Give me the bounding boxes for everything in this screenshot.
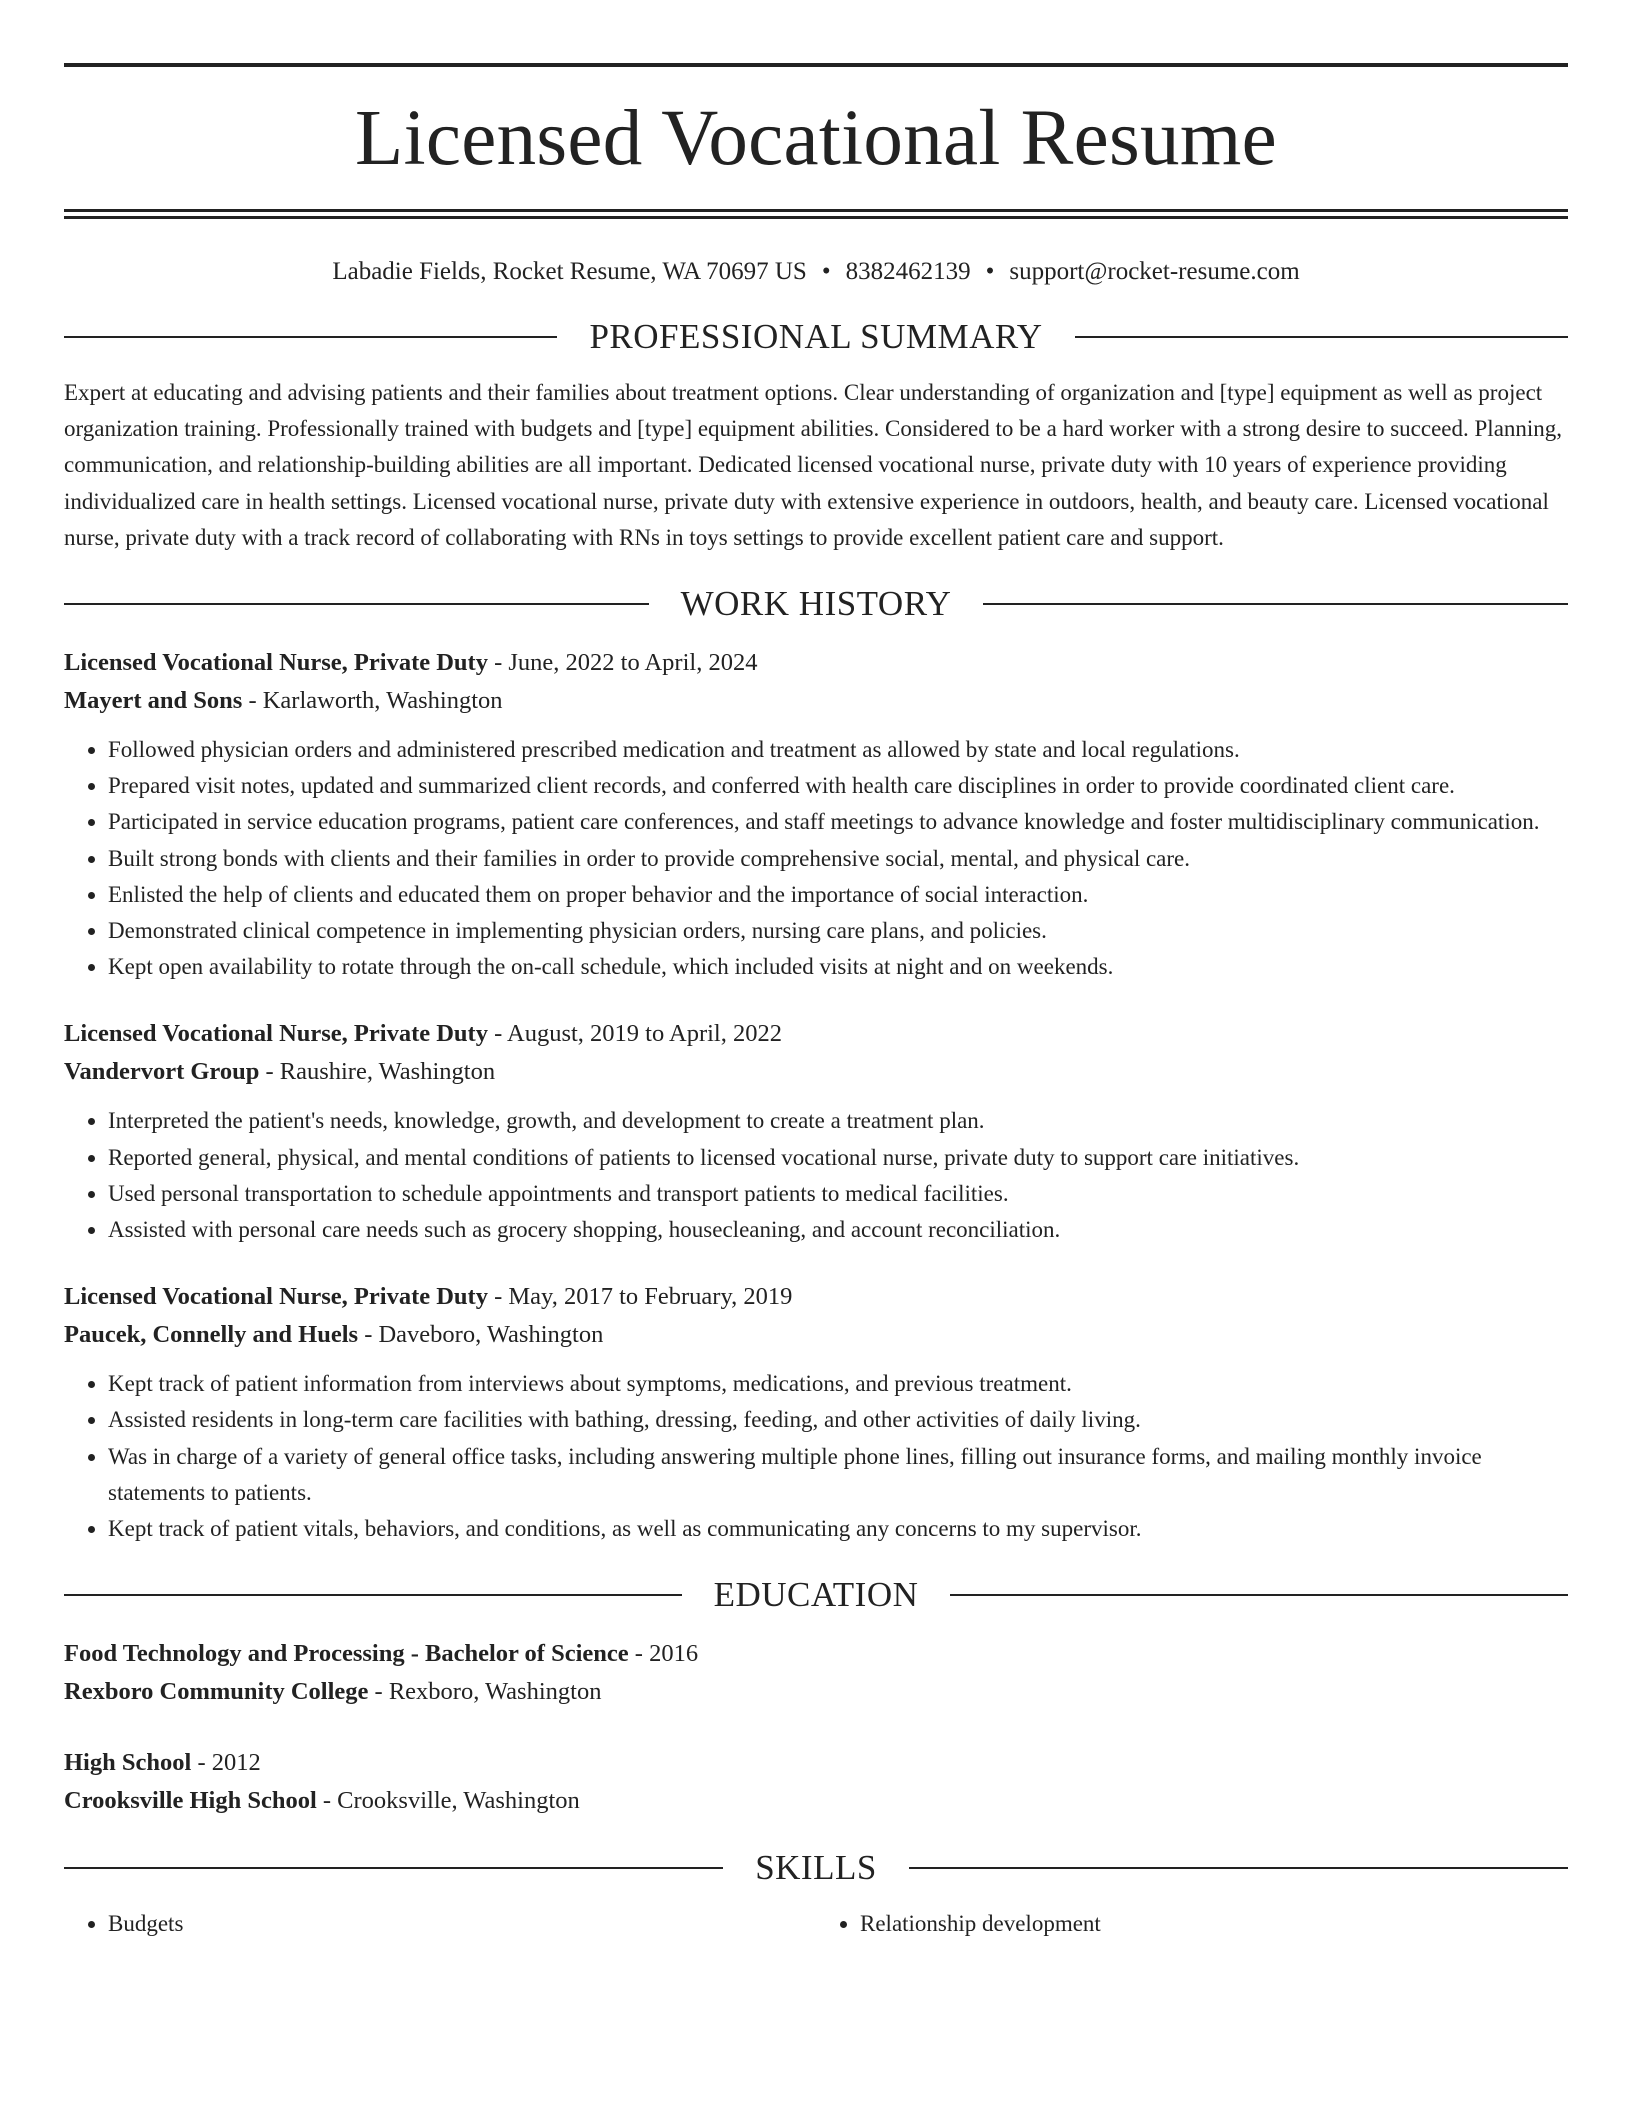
education-entry <box>64 1744 1568 1820</box>
education-degree-line <box>64 1744 1568 1782</box>
job-entry <box>64 644 1568 985</box>
job-title-line <box>64 644 1568 682</box>
education-school-line <box>64 1673 1568 1711</box>
work-heading-text: WORK HISTORY <box>680 584 952 624</box>
resume-page <box>64 0 1568 1942</box>
job-bullet: • Used personal transportation to schedule appointments and transport patients to medical facilities. <box>108 1176 1568 1212</box>
summary-text: Expert at educating and advising patients and their families about treatment options. Clear understanding of organization and [type] equipment as well as project organization training. Professionally trained with budgets and [type] equipment abilities. Considered to be a hard worker with a strong desire to succeed. Planning, communication, and relationship-building abilities are all important. Dedicated licensed vocational nurse, private duty with 10 years of experience providing individualized care in health settings. Licensed vocational nurse, private duty with extensive experience in outdoors, health, and beauty care. Licensed vocational nurse, private duty with a track record of collaborating with RNs in toys settings to provide excellent patient care and support. <box>64 380 1563 550</box>
job-company: Vandervort Group <box>64 1058 260 1086</box>
heading-rule <box>64 603 649 605</box>
job-title: Licensed Vocational Nurse, Private Duty <box>64 1283 488 1311</box>
skills-grid <box>64 1906 1568 1942</box>
heading-rule <box>950 1594 1568 1596</box>
education-school-line <box>64 1782 1568 1820</box>
education-degree: Food Technology and Processing - Bachelor of Science <box>64 1640 629 1668</box>
heading-rule <box>909 1867 1568 1869</box>
education-degree: High School <box>64 1749 192 1777</box>
contact-address: Labadie Fields, Rocket Resume, WA 70697 US <box>332 258 807 285</box>
contact-line <box>64 255 1568 289</box>
education-location: - Crooksville, Washington <box>316 1787 580 1815</box>
education-entry <box>64 1635 1568 1711</box>
job-dates: - June, 2022 to April, 2024 <box>487 649 758 677</box>
skills-column-right <box>816 1906 1568 1942</box>
job-dates: - May, 2017 to February, 2019 <box>487 1283 793 1311</box>
education-location: - Rexboro, Washington <box>368 1678 602 1706</box>
job-company-line <box>64 1053 1568 1091</box>
education-year: - 2016 <box>628 1640 699 1668</box>
job-dates: - August, 2019 to April, 2022 <box>487 1020 782 1048</box>
skill-item: • Relationship development <box>860 1906 1568 1942</box>
contact-email: support@rocket-resume.com <box>1009 258 1300 285</box>
summary-heading-text: PROFESSIONAL SUMMARY <box>589 317 1043 356</box>
job-title: Licensed Vocational Nurse, Private Duty <box>64 1020 488 1048</box>
job-bullet: • Built strong bonds with clients and their families in order to provide comprehensive social, mental, and physical care. <box>108 841 1568 877</box>
job-bullets <box>64 1366 1568 1547</box>
job-bullet: • Followed physician orders and administered prescribed medication and treatment as allowed by state and local regulations. <box>108 732 1568 768</box>
job-location: - Raushire, Washington <box>259 1058 496 1086</box>
job-title: Licensed Vocational Nurse, Private Duty <box>64 649 488 677</box>
job-bullet: • Kept track of patient vitals, behaviors, and conditions, as well as communicating any concerns to my supervisor. <box>108 1511 1568 1547</box>
job-bullet: • Assisted residents in long-term care facilities with bathing, dressing, feeding, and other activities of daily living. <box>108 1402 1568 1438</box>
double-rule <box>64 209 1568 219</box>
contact-separator: • <box>821 258 831 285</box>
job-bullet: • Reported general, physical, and mental conditions of patients to licensed vocational nurse, private duty to support care initiatives. <box>108 1140 1568 1176</box>
job-company-line <box>64 1316 1568 1354</box>
job-bullets <box>64 1103 1568 1248</box>
education-school: Rexboro Community College <box>64 1678 369 1706</box>
job-bullet: • Kept track of patient information from interviews about symptoms, medications, and previous treatment. <box>108 1366 1568 1402</box>
skills-heading-text: SKILLS <box>755 1848 877 1888</box>
job-title-line <box>64 1278 1568 1316</box>
job-bullet: • Assisted with personal care needs such as grocery shopping, housecleaning, and account reconciliation. <box>108 1212 1568 1248</box>
heading-rule <box>64 1867 723 1869</box>
heading-rule <box>64 1594 682 1596</box>
job-location: - Daveboro, Washington <box>358 1321 604 1349</box>
job-bullet: • Kept open availability to rotate through the on-call schedule, which included visits at night and on weekends. <box>108 949 1568 985</box>
job-location: - Karlaworth, Washington <box>242 687 503 715</box>
job-bullet: • Demonstrated clinical competence in implementing physician orders, nursing care plans, and policies. <box>108 913 1568 949</box>
contact-separator: • <box>985 258 995 285</box>
job-bullet: • Was in charge of a variety of general office tasks, including answering multiple phone lines, filling out insurance forms, and mailing monthly invoice statements to patients. <box>108 1439 1568 1511</box>
heading-rule <box>64 336 557 338</box>
resume-title: Licensed Vocational Resume <box>355 94 1277 182</box>
skill-item: • Budgets <box>108 1906 816 1942</box>
job-company-line <box>64 682 1568 720</box>
job-entry <box>64 1015 1568 1248</box>
job-bullet: • Interpreted the patient's needs, knowledge, growth, and development to create a treatment plan. <box>108 1103 1568 1139</box>
education-heading <box>64 1573 1568 1617</box>
job-company: Mayert and Sons <box>64 687 243 715</box>
job-bullet: • Enlisted the help of clients and educated them on proper behavior and the importance of social interaction. <box>108 877 1568 913</box>
education-school: Crooksville High School <box>64 1787 317 1815</box>
job-entry <box>64 1278 1568 1547</box>
heading-rule <box>1075 336 1568 338</box>
summary-heading <box>64 315 1568 359</box>
job-company: Paucek, Connelly and Huels <box>64 1321 359 1349</box>
education-heading-text: EDUCATION <box>713 1575 919 1615</box>
contact-phone: 8382462139 <box>845 258 971 285</box>
education-year: - 2012 <box>191 1749 261 1777</box>
education-degree-line <box>64 1635 1568 1673</box>
work-heading <box>64 582 1568 626</box>
job-title-line <box>64 1015 1568 1053</box>
skills-column-left <box>64 1906 816 1942</box>
job-bullet: • Participated in service education programs, patient care conferences, and staff meetings to advance knowledge and foster multidisciplinary communication. <box>108 804 1568 840</box>
job-bullet: • Prepared visit notes, updated and summarized client records, and conferred with health care disciplines in order to provide coordinated client care. <box>108 768 1568 804</box>
heading-rule <box>983 603 1568 605</box>
job-bullets <box>64 732 1568 985</box>
skills-heading <box>64 1846 1568 1890</box>
